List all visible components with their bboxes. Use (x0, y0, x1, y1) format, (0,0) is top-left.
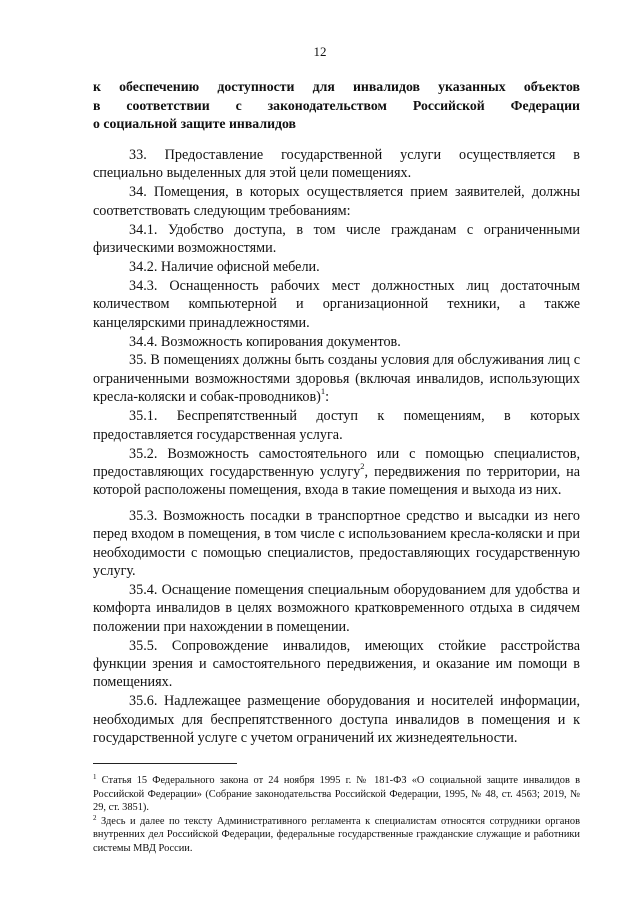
paragraph-text: 34.4. Возможность копирования документов. (129, 333, 401, 350)
paragraph-35-4 (93, 581, 580, 636)
paragraph-34-2 (93, 258, 580, 276)
heading-line: в соответствии с законодательством Российской Федерации (93, 97, 580, 113)
paragraph-text: 34. Помещения, в которых осуществляется прием заявителей, должны соответствовать следующим требованиям: (93, 184, 580, 219)
footnote-divider (93, 763, 237, 764)
paragraph-text: 35.4. Оснащение помещения специальным оборудованием для удобства и комфорта инвалидов в целях возможного кратковременного отдыха в сидячем положении при нахождении в помещении. (93, 581, 580, 635)
paragraph-text: 35.1. Беспрепятственный доступ к помещениям, в которых предоставляется государственная услуга. (93, 408, 580, 443)
paragraph-text: 34.2. Наличие офисной мебели. (129, 258, 320, 275)
footnote-reference[interactable]: 2 (360, 460, 365, 471)
paragraph-34-4 (93, 333, 580, 351)
footnote-2 (93, 815, 580, 856)
paragraph-text: 34.1. Удобство доступа, в том числе гражданам с ограниченными физическими возможностями. (93, 221, 580, 257)
section-heading (93, 78, 580, 134)
paragraph-35-1 (93, 407, 580, 444)
paragraph-text: 35.3. Возможность посадки в транспортное средство и высадки из него перед входом в помещения, в том числе с использованием кресла-коляски и при необходимости с помощью специалистов, предоставляющих государственную услугу. (93, 507, 580, 579)
paragraph-35-5 (93, 637, 580, 692)
paragraph-34 (93, 183, 580, 220)
footnote-text: Здесь и далее по тексту Административного регламента к специалистам относятся сотрудники органов внутренних дел Российской Федерации, федеральные государственные гражданские служащие и работники системы МВД России. (93, 815, 580, 854)
paragraph-text: 35. В помещениях должны быть созданы условия для обслуживания лиц с ограниченными возможностями здоровья (включая инвалидов, использующих кресла-коляски и собак-проводников) (93, 352, 580, 406)
footnote-marker: 1 (93, 773, 97, 781)
paragraph-text: 35.6. Надлежащее размещение оборудования и носителей информации, необходимых для беспрепятственного доступа инвалидов в помещения и к государственной услуге с учетом ограничений их жизнедеятельности. (93, 693, 580, 747)
paragraph-text: 33. Предоставление государственной услуги осуществляется в специально выделенных для этой цели помещениях. (93, 147, 580, 182)
page-number: 12 (313, 44, 327, 59)
paragraph-35-3 (93, 507, 580, 581)
document-body (93, 146, 580, 748)
footnote-text: Статья 15 Федерального закона от 24 ноября 1995 г. № 181-ФЗ «О социальной защите инвалидов в Российской Федерации» (Собрание законодательства Российской Федерации, 1995, № 48, ст. 4563; 2019, № 29, ст. 3851). (93, 775, 580, 814)
paragraph-35 (93, 351, 580, 406)
heading-line: к обеспечению доступности для инвалидов указанных объектов (93, 79, 580, 94)
paragraph-34-3 (93, 277, 580, 332)
footnotes (93, 774, 580, 856)
paragraph-text: 35.5. Сопровождение инвалидов, имеющих стойкие расстройства функции зрения и самостоятельного передвижения, и оказание им помощи в помещениях. (93, 637, 580, 691)
paragraph-35-6 (93, 692, 580, 747)
paragraph-text: : (325, 389, 330, 406)
paragraph-35-2 (93, 445, 580, 500)
paragraph-33 (93, 146, 580, 183)
heading-line: о социальной защите инвалидов (93, 116, 297, 131)
footnote-1 (93, 774, 580, 815)
paragraph-text: 34.3. Оснащенность рабочих мест должностных лиц достаточным количеством компьютерной и организационной техники, а также канцелярскими принадлежностями. (93, 277, 580, 331)
paragraph-text: 35.2. Возможность самостоятельного или с помощью специалистов, предоставляющих государственную услугу (93, 445, 580, 480)
footnote-reference[interactable]: 1 (320, 386, 326, 397)
paragraph-34-1 (93, 221, 580, 258)
paragraph-text: , передвижения по территории, на которой расположены помещения, входа в такие помещения и выхода из них. (93, 463, 580, 499)
footnote-marker: 2 (93, 813, 97, 822)
